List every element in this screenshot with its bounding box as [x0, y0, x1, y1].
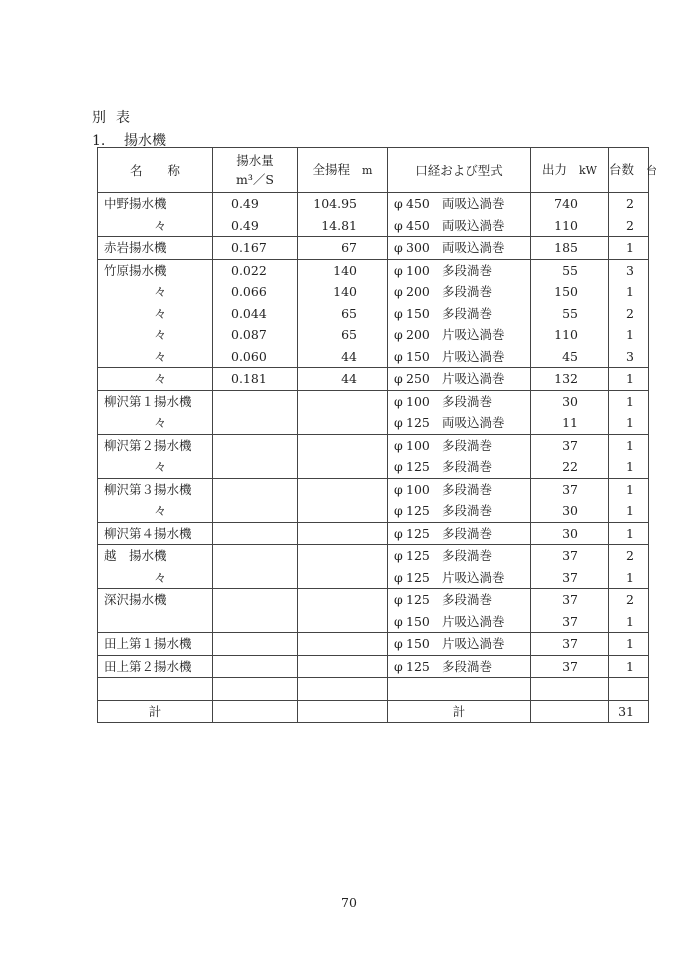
cell-count: 1 — [609, 633, 649, 656]
header-count-unit: 台 — [646, 164, 658, 177]
table-group — [98, 390, 649, 434]
cell-name: 柳沢第３揚水機 — [98, 478, 213, 500]
cell-pump-kind: 両吸込渦巻 — [442, 217, 505, 233]
table-group — [98, 655, 649, 678]
header-flow-unit: m³／S — [236, 172, 274, 187]
cell-power: 37 — [531, 611, 609, 633]
cell-count: 1 — [609, 500, 649, 522]
cell-name: 赤岩揚水機 — [98, 237, 213, 260]
cell-name: 柳沢第２揚水機 — [98, 434, 213, 456]
table-row — [98, 545, 649, 567]
cell-flow — [213, 655, 298, 678]
cell-pump-kind: 片吸込渦巻 — [442, 636, 505, 651]
cell-power: 185 — [531, 237, 609, 260]
table-row — [98, 456, 649, 478]
cell-diameter: 250 — [406, 371, 430, 386]
cell-type — [388, 456, 531, 478]
cell-flow — [213, 500, 298, 522]
table-row — [98, 281, 649, 303]
cell-pump-kind: 多段渦巻 — [442, 262, 493, 278]
diameter-symbol: φ — [394, 569, 403, 585]
diameter-symbol: φ — [394, 284, 403, 299]
diameter-symbol: φ — [394, 636, 403, 651]
cell-count: 3 — [609, 346, 649, 368]
table-row — [98, 215, 649, 237]
table-group — [98, 545, 649, 589]
table-row — [98, 478, 649, 500]
cell-pump-kind: 片吸込渦巻 — [442, 569, 505, 585]
cell-name: 柳沢第４揚水機 — [98, 522, 213, 545]
header-count — [609, 148, 658, 193]
cell-count: 2 — [609, 193, 649, 215]
header-flow-label: 揚水量 — [236, 153, 274, 168]
cell-diameter: 150 — [406, 305, 430, 321]
cell-name — [98, 611, 213, 633]
cell-count: 3 — [609, 259, 649, 281]
cell-count: 1 — [609, 368, 649, 391]
cell-count: 1 — [609, 611, 649, 633]
cell-pump-kind: 多段渦巻 — [442, 459, 493, 474]
cell-head — [298, 655, 388, 678]
cell-type — [388, 368, 531, 391]
cell-head: 14.81 — [298, 215, 388, 237]
cell-diameter: 450 — [406, 217, 430, 233]
cell-count: 2 — [609, 303, 649, 325]
cell-type — [388, 633, 531, 656]
cell-count: 1 — [609, 281, 649, 303]
diameter-symbol: φ — [394, 459, 403, 474]
cell-type — [388, 434, 531, 456]
cell-count: 1 — [609, 390, 649, 412]
cell-diameter: 125 — [406, 459, 430, 474]
cell-pump-kind: 多段渦巻 — [442, 548, 493, 563]
cell-diameter: 100 — [406, 437, 430, 453]
diameter-symbol: φ — [394, 658, 403, 674]
cell-head — [298, 456, 388, 478]
cell-pump-kind: 片吸込渦巻 — [442, 348, 505, 364]
table-row — [98, 500, 649, 522]
table-row — [98, 434, 649, 456]
header-power — [531, 148, 609, 193]
diameter-symbol: φ — [394, 592, 403, 607]
cell-diameter: 100 — [406, 393, 430, 409]
cell-count: 1 — [609, 478, 649, 500]
diameter-symbol: φ — [394, 415, 403, 430]
table-row — [98, 237, 649, 260]
cell-power: 37 — [531, 567, 609, 589]
cell-diameter: 150 — [406, 348, 430, 364]
diameter-symbol: φ — [394, 262, 403, 278]
cell-name: 々 — [98, 368, 213, 391]
diameter-symbol: φ — [394, 196, 403, 211]
cell-pump-kind: 多段渦巻 — [442, 284, 493, 299]
cell-type — [388, 589, 531, 611]
cell-pump-kind: 多段渦巻 — [442, 525, 493, 541]
header-name: 名 称 — [98, 148, 213, 193]
cell-name: 々 — [98, 303, 213, 325]
cell-flow: 0.49 — [213, 193, 298, 215]
cell-name: 々 — [98, 412, 213, 434]
table-group — [98, 193, 649, 237]
table-group — [98, 589, 649, 633]
cell-name: 田上第１揚水機 — [98, 633, 213, 656]
cell-pump-kind: 多段渦巻 — [442, 503, 493, 518]
cell-head — [298, 500, 388, 522]
pump-table — [97, 147, 658, 723]
cell-count: 1 — [609, 655, 649, 678]
cell-name: 竹原揚水機 — [98, 259, 213, 281]
cell-diameter: 300 — [406, 240, 430, 255]
cell-head: 67 — [298, 237, 388, 260]
cell-diameter: 150 — [406, 636, 430, 651]
cell-head — [298, 434, 388, 456]
table-group — [98, 368, 649, 391]
cell-count: 1 — [609, 434, 649, 456]
cell-diameter: 125 — [406, 525, 430, 541]
cell-flow: 0.087 — [213, 324, 298, 346]
cell-type — [388, 324, 531, 346]
cell-diameter: 125 — [406, 658, 430, 674]
cell-pump-kind: 多段渦巻 — [442, 393, 493, 409]
cell-diameter: 125 — [406, 569, 430, 585]
cell-flow — [213, 545, 298, 567]
cell-type — [388, 390, 531, 412]
total-type-label: 計 — [388, 700, 531, 723]
diameter-symbol: φ — [394, 393, 403, 409]
appendix-title: 別表 — [92, 110, 140, 126]
cell-pump-kind: 多段渦巻 — [442, 592, 493, 607]
diameter-symbol: φ — [394, 348, 403, 364]
cell-flow — [213, 611, 298, 633]
cell-head — [298, 611, 388, 633]
cell-pump-kind: 多段渦巻 — [442, 658, 493, 674]
cell-power: 150 — [531, 281, 609, 303]
cell-power: 45 — [531, 346, 609, 368]
cell-name: 々 — [98, 215, 213, 237]
total-power — [531, 700, 609, 723]
total-flow — [213, 700, 298, 723]
cell-power: 22 — [531, 456, 609, 478]
cell-diameter: 125 — [406, 592, 430, 607]
cell-name: 中野揚水機 — [98, 193, 213, 215]
cell-type — [388, 281, 531, 303]
cell-head — [298, 522, 388, 545]
cell-type — [388, 237, 531, 260]
cell-count: 2 — [609, 215, 649, 237]
cell-pump-kind: 多段渦巻 — [442, 481, 493, 497]
table-group — [98, 478, 649, 522]
cell-power: 37 — [531, 589, 609, 611]
cell-type — [388, 478, 531, 500]
cell-name: 々 — [98, 456, 213, 478]
table-row — [98, 390, 649, 412]
table-group — [98, 678, 649, 701]
table-total — [98, 700, 649, 723]
cell-flow — [213, 456, 298, 478]
header-head — [298, 148, 388, 193]
cell-flow: 0.167 — [213, 237, 298, 260]
cell-power: 55 — [531, 259, 609, 281]
cell-power: 11 — [531, 412, 609, 434]
cell-name: 々 — [98, 324, 213, 346]
cell-name: 々 — [98, 500, 213, 522]
cell-name: 々 — [98, 346, 213, 368]
total-count: 31 — [609, 700, 649, 723]
cell-pump-kind: 多段渦巻 — [442, 305, 493, 321]
cell-head: 65 — [298, 303, 388, 325]
cell-head: 44 — [298, 346, 388, 368]
cell-power: 37 — [531, 434, 609, 456]
cell-head — [298, 412, 388, 434]
cell-diameter: 450 — [406, 196, 430, 211]
cell-type — [388, 678, 531, 701]
header-type: 口経および型式 — [388, 148, 531, 193]
cell-head — [298, 390, 388, 412]
cell-power: 30 — [531, 390, 609, 412]
cell-flow — [213, 390, 298, 412]
diameter-symbol: φ — [394, 327, 403, 342]
cell-head: 140 — [298, 259, 388, 281]
cell-name: 田上第２揚水機 — [98, 655, 213, 678]
cell-type — [388, 611, 531, 633]
cell-flow — [213, 478, 298, 500]
cell-count: 1 — [609, 456, 649, 478]
table-group — [98, 434, 649, 478]
cell-head: 44 — [298, 368, 388, 391]
cell-diameter: 200 — [406, 284, 430, 299]
cell-pump-kind: 両吸込渦巻 — [442, 196, 505, 211]
cell-head — [298, 478, 388, 500]
cell-power: 110 — [531, 324, 609, 346]
diameter-symbol: φ — [394, 525, 403, 541]
cell-flow — [213, 589, 298, 611]
diameter-symbol: φ — [394, 437, 403, 453]
page-number: 70 — [341, 895, 357, 910]
header-row — [98, 148, 649, 193]
cell-pump-kind: 両吸込渦巻 — [442, 240, 505, 255]
cell-diameter: 125 — [406, 503, 430, 518]
cell-diameter: 150 — [406, 613, 430, 629]
table-row — [98, 633, 649, 656]
cell-diameter: 100 — [406, 481, 430, 497]
cell-power: 37 — [531, 545, 609, 567]
cell-power: 37 — [531, 633, 609, 656]
cell-flow: 0.181 — [213, 368, 298, 391]
cell-type — [388, 303, 531, 325]
total-name-label: 計 — [98, 700, 213, 723]
cell-flow: 0.49 — [213, 215, 298, 237]
table-row — [98, 368, 649, 391]
header-power-label: 出力 — [542, 162, 568, 177]
header-power-unit: kW — [579, 164, 597, 177]
cell-flow — [213, 434, 298, 456]
cell-power: 110 — [531, 215, 609, 237]
cell-power: 132 — [531, 368, 609, 391]
table-row — [98, 522, 649, 545]
cell-pump-kind: 片吸込渦巻 — [442, 613, 505, 629]
cell-type — [388, 346, 531, 368]
diameter-symbol: φ — [394, 305, 403, 321]
cell-count: 2 — [609, 589, 649, 611]
table-row — [98, 193, 649, 215]
cell-flow — [213, 522, 298, 545]
cell-diameter: 125 — [406, 415, 430, 430]
cell-diameter: 100 — [406, 262, 430, 278]
cell-type — [388, 215, 531, 237]
cell-power: 740 — [531, 193, 609, 215]
cell-flow: 0.066 — [213, 281, 298, 303]
header-head-label: 全揚程 — [312, 162, 351, 177]
diameter-symbol: φ — [394, 503, 403, 518]
diameter-symbol: φ — [394, 240, 403, 255]
cell-count: 1 — [609, 567, 649, 589]
cell-head: 65 — [298, 324, 388, 346]
cell-flow — [213, 567, 298, 589]
cell-name: 々 — [98, 281, 213, 303]
cell-name: 越 揚水機 — [98, 545, 213, 567]
table-row — [98, 412, 649, 434]
total-row — [98, 700, 649, 723]
cell-head — [298, 678, 388, 701]
table-row — [98, 567, 649, 589]
cell-type — [388, 412, 531, 434]
cell-pump-kind: 多段渦巻 — [442, 437, 493, 453]
cell-power: 37 — [531, 478, 609, 500]
cell-count — [609, 678, 649, 701]
cell-power: 55 — [531, 303, 609, 325]
cell-count: 1 — [609, 412, 649, 434]
cell-flow — [213, 412, 298, 434]
table-group — [98, 633, 649, 656]
cell-pump-kind: 両吸込渦巻 — [442, 415, 505, 430]
header-head-unit: m — [362, 164, 373, 177]
cell-head — [298, 545, 388, 567]
cell-count: 1 — [609, 324, 649, 346]
table-group — [98, 522, 649, 545]
table-row — [98, 589, 649, 611]
diameter-symbol: φ — [394, 371, 403, 386]
section-number: 1. — [92, 133, 106, 149]
cell-power: 37 — [531, 655, 609, 678]
cell-head — [298, 633, 388, 656]
cell-power — [531, 678, 609, 701]
cell-diameter: 200 — [406, 327, 430, 342]
cell-type — [388, 545, 531, 567]
cell-type — [388, 193, 531, 215]
cell-type — [388, 655, 531, 678]
cell-count: 2 — [609, 545, 649, 567]
cell-name: 柳沢第１揚水機 — [98, 390, 213, 412]
cell-name — [98, 678, 213, 701]
cell-head — [298, 567, 388, 589]
diameter-symbol: φ — [394, 217, 403, 233]
cell-type — [388, 522, 531, 545]
cell-name: 深沢揚水機 — [98, 589, 213, 611]
cell-flow: 0.022 — [213, 259, 298, 281]
table-row — [98, 259, 649, 281]
table-group — [98, 259, 649, 368]
diameter-symbol: φ — [394, 481, 403, 497]
cell-flow — [213, 678, 298, 701]
table-group — [98, 237, 649, 260]
table-row — [98, 346, 649, 368]
section-title-text: 揚水機 — [124, 133, 166, 149]
cell-pump-kind: 片吸込渦巻 — [442, 327, 505, 342]
cell-flow: 0.044 — [213, 303, 298, 325]
cell-type — [388, 500, 531, 522]
table-row — [98, 655, 649, 678]
cell-count: 1 — [609, 522, 649, 545]
cell-head — [298, 589, 388, 611]
header-flow — [213, 148, 298, 193]
table-row — [98, 611, 649, 633]
total-head — [298, 700, 388, 723]
cell-flow: 0.060 — [213, 346, 298, 368]
table-row — [98, 678, 649, 701]
cell-count: 1 — [609, 237, 649, 260]
cell-diameter: 125 — [406, 548, 430, 563]
cell-type — [388, 567, 531, 589]
diameter-symbol: φ — [394, 548, 403, 563]
cell-power: 30 — [531, 500, 609, 522]
table-row — [98, 324, 649, 346]
cell-pump-kind: 片吸込渦巻 — [442, 371, 505, 386]
cell-head: 104.95 — [298, 193, 388, 215]
table-row — [98, 303, 649, 325]
cell-power: 30 — [531, 522, 609, 545]
diameter-symbol: φ — [394, 613, 403, 629]
cell-flow — [213, 633, 298, 656]
header-count-label: 台数 — [609, 162, 635, 177]
cell-name: 々 — [98, 567, 213, 589]
cell-head: 140 — [298, 281, 388, 303]
cell-type — [388, 259, 531, 281]
